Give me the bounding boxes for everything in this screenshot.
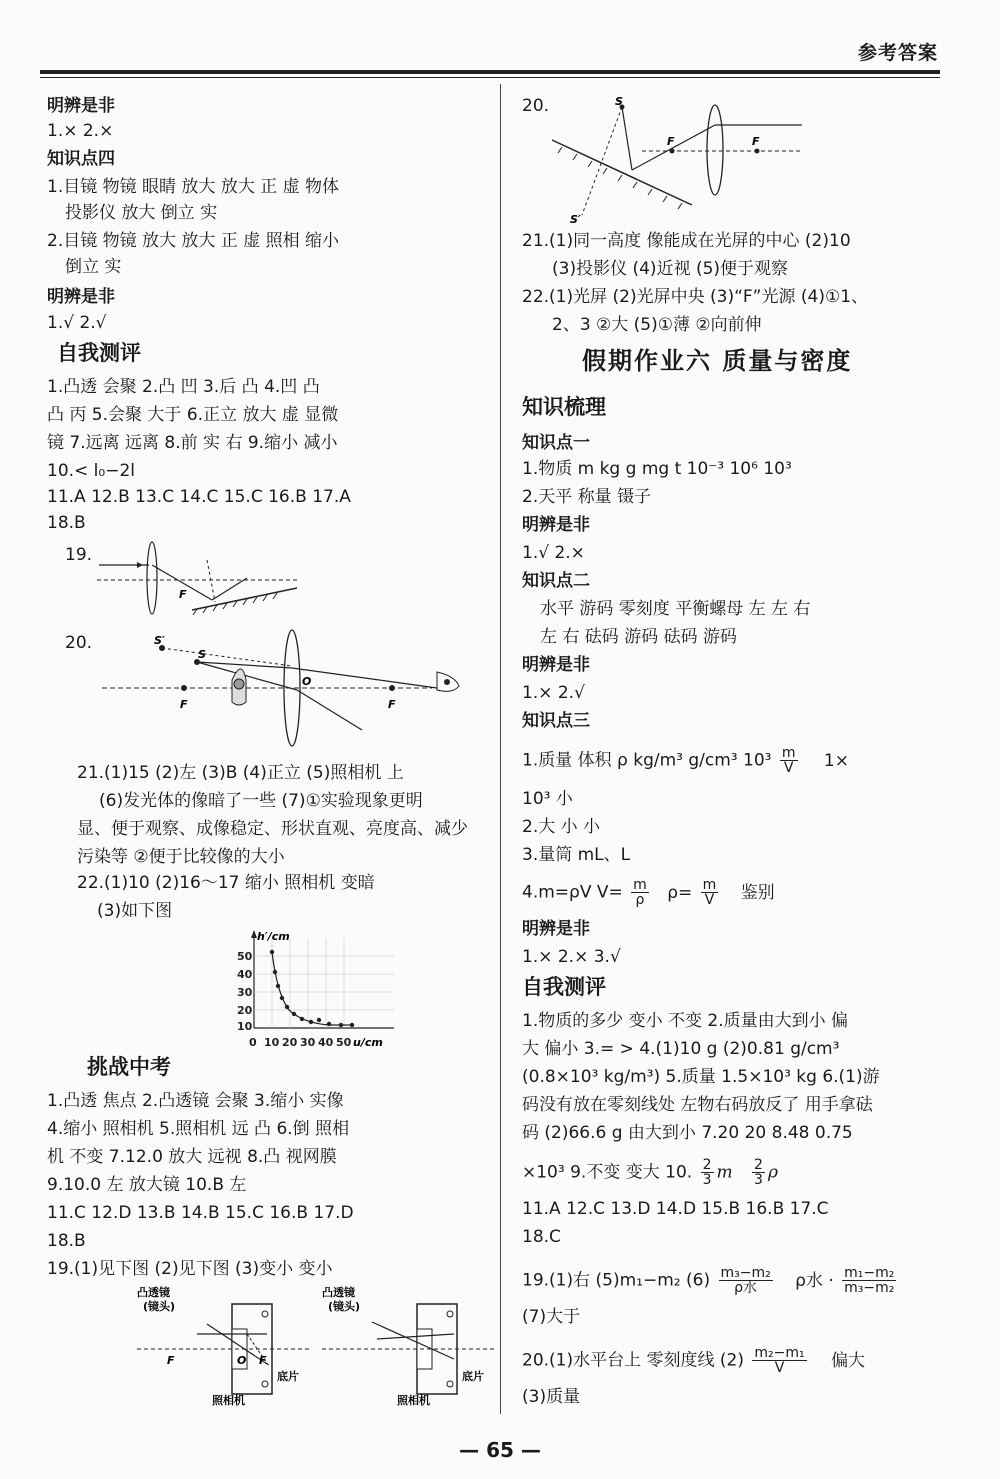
formula-a: 4.m=ρV V= [522,882,623,903]
figure-camera-1 [137,1284,317,1409]
answer-line: 10.< l₀−2l [47,461,136,481]
fig-image-label: S′ [570,213,581,226]
frac-den: ρ水 [734,1280,758,1296]
frac-num: m [781,745,796,761]
fig-focus-left: F [667,135,675,148]
camera2-lens-label-2: (镜头) [328,1300,361,1313]
section-label: 知识点三 [522,711,590,731]
frac-num: m₃−m₂ [720,1265,771,1281]
graph-xlabel: u/cm [353,1036,383,1049]
fig20-focus-left: F [180,698,188,711]
answer-line: 2.天平 称量 镊子 [522,487,652,507]
camera2-name-label: 照相机 [397,1394,430,1407]
section-heading: 自我测评 [57,341,141,365]
frac-den: ρ [635,892,645,908]
frac-den: 3 [702,1172,712,1188]
graph-ylabel: h′/cm [257,930,290,943]
section-label: 明辨是非 [47,96,115,116]
answer-line: 1.物质 m kg g mg t 10⁻³ 10⁶ 10³ [522,459,792,479]
answer-line: 11.C 12.D 13.B 14.B 15.C 16.B 17.D [47,1203,354,1223]
camera2-film-label: 底片 [462,1370,484,1383]
figure-camera-2 [322,1284,502,1409]
fraction-m-over-V [780,746,798,775]
frac-num: m₁−m₂ [844,1265,895,1281]
answer-line: 10³ 小 [522,789,573,809]
fraction-m3m2-rhow [719,1266,773,1295]
question-number: 20. [65,633,93,653]
camera-focus-label: F [167,1354,175,1367]
column-divider [500,84,501,1414]
answer-line: (7)大于 [522,1307,581,1327]
camera-lens-label: 凸透镜 [137,1286,170,1299]
answer-line: 21.(1)同一高度 像能成在光屏的中心 (2)10 [522,231,851,251]
answer-line: 1.物质的多少 变小 不变 2.质量由大到小 偏 [522,1011,849,1031]
kp3-line-b: 1× [823,750,849,771]
answer-line: 码 (2)66.6 g 由大到小 7.20 20 8.48 0.75 [522,1123,853,1143]
answer-line: 22.(1)光屏 (2)光屏中央 (3)“F”光源 (4)①1、 [522,287,869,307]
camera-film-label: 底片 [277,1370,299,1383]
section-label: 明辨是非 [522,655,590,675]
figure-20-lens-eye [102,630,442,755]
answer-20b: 偏大 [831,1350,866,1371]
camera-focus-label-2: F [259,1354,267,1367]
camera-center-label: O [237,1354,247,1367]
formula-b: ρ= [667,882,693,903]
answer-10b: m [716,1162,733,1183]
frac-den: V [783,760,794,776]
camera-lens-label-2: (镜头) [143,1300,176,1313]
fraction-2-3 [701,1158,714,1187]
answer-20a: 20.(1)水平台上 零刻度线 (2) [522,1350,745,1371]
svg-text:0: 0 [249,1036,257,1049]
answer-line: 污染等 ②便于比较像的大小 [77,847,285,867]
answer-line: 9.10.0 左 放大镜 10.B 左 [47,1175,247,1195]
answer-line: 1.凸透 焦点 2.凸透镜 会聚 3.缩小 实像 [47,1091,344,1111]
answer-line [522,1346,865,1375]
header-rule-thin [40,77,940,78]
fig20-source-label: S [198,648,206,661]
answer-line: 22.(1)10 (2)16～17 缩小 照相机 变暗 [77,873,375,893]
header-rule [40,70,940,74]
answer-line: 2.大 小 小 [522,817,601,837]
answer-line: 1.× 2.× [47,121,114,141]
answer-line: 机 不变 7.12.0 放大 远视 8.凸 视网膜 [47,1147,337,1167]
chapter-title: 假期作业六 质量与密度 [582,347,853,375]
answer-line [522,878,775,907]
svg-text:50: 50 [336,1036,352,1049]
answer-line: 镜 7.远离 远离 8.前 实 右 9.缩小 减小 [47,433,338,453]
fraction-2-3b [752,1158,765,1187]
answer-line: 2.目镜 物镜 放大 放大 正 虚 照相 缩小 [47,231,340,251]
answer-line [522,1158,778,1187]
answer-10a: ×10³ 9.不变 变大 10. [522,1162,693,1183]
fig19-focus-label: F [179,588,187,601]
answer-line: 21.(1)15 (2)左 (3)B (4)正立 (5)照相机 上 [77,763,404,783]
answer-line: (3)如下图 [97,901,173,921]
section-heading: 自我测评 [522,975,606,999]
section-label: 知识点一 [522,433,590,453]
section-heading: 知识梳理 [522,395,606,419]
svg-text:50: 50 [237,950,253,963]
frac-den: 3 [754,1172,763,1188]
frac-den: V [704,892,715,908]
fraction-m-over-rho [631,878,649,907]
frac-num: m [702,877,717,893]
answer-line: 3.量筒 mL、L [522,845,631,865]
answer-line: 18.C [522,1227,561,1247]
answer-19a: 19.(1)右 (5)m₁−m₂ (6) [522,1270,711,1291]
fraction-m1m2-m3m2 [842,1266,896,1295]
answer-line: (6)发光体的像暗了一些 (7)①实验现象更明 [99,791,423,811]
answer-line: 1.目镜 物镜 眼睛 放大 放大 正 虚 物体 [47,177,340,197]
svg-text:20: 20 [282,1036,298,1049]
fig20-center-label: O [302,675,312,688]
question-number: 20. [522,96,550,116]
frac-num: 2 [702,1157,712,1173]
frac-num: m₂−m₁ [754,1345,805,1361]
answer-line: 水平 游码 零刻度 平衡螺母 左 左 右 [540,599,811,619]
answer-line: 11.A 12.B 13.C 14.C 15.C 16.B 17.A [47,487,351,507]
formula-c: 鉴别 [740,882,775,903]
svg-text:10: 10 [237,1020,253,1033]
figure-19-lens-mirror [97,540,357,620]
svg-text:30: 30 [237,986,253,999]
answer-line: (3)投影仪 (4)近视 (5)便于观察 [552,259,789,279]
kp3-line-a: 1.质量 体积 ρ kg/m³ g/cm³ 10³ [522,750,772,771]
answer-line: (0.8×10³ kg/m³) 5.质量 1.5×10³ kg 6.(1)游 [522,1067,880,1087]
frac-num: m [633,877,647,893]
svg-text:30: 30 [300,1036,316,1049]
camera2-lens-label: 凸透镜 [322,1286,355,1299]
answer-line: 显、便于观察、成像稳定、形状直观、亮度高、减少 [77,819,468,839]
answer-line: 18.B [47,513,86,533]
answer-line: 凸 丙 5.会聚 大于 6.正立 放大 虚 显微 [47,405,339,425]
answer-line: 1.√ 2.√ [47,313,107,333]
answer-line: 1.凸透 会聚 2.凸 凹 3.后 凸 4.凹 凸 [47,377,320,397]
answer-line: 2、3 ②大 (5)①薄 ②向前伸 [552,315,762,335]
svg-text:40: 40 [318,1036,334,1049]
answer-line: 19.(1)见下图 (2)见下图 (3)变小 变小 [47,1259,333,1279]
fraction-m-over-V-2 [701,878,719,907]
answer-line [522,1266,899,1295]
answer-line: 1.× 2.√ [522,683,585,703]
answer-line: (3)质量 [522,1387,581,1407]
figure-20-mirror-lens [552,95,832,225]
section-label: 明辨是非 [522,515,590,535]
section-label: 明辨是非 [47,287,115,307]
answer-line: 1.√ 2.× [522,543,585,563]
header-title: 参考答案 [857,42,938,64]
answer-line: 大 偏小 3.= > 4.(1)10 g (2)0.81 g/cm³ [522,1039,840,1059]
frac-den: V [774,1360,785,1376]
fig-focus-right: F [752,135,760,148]
answer-line: 投影仪 放大 倒立 实 [65,203,218,223]
answer-line: 1.× 2.× 3.√ [522,947,621,967]
answer-10c: ρ [767,1162,778,1183]
svg-text:40: 40 [237,968,253,981]
answer-line: 18.B [47,1231,86,1251]
fig20-image-label: S′ [154,634,165,647]
answer-line: 4.缩小 照相机 5.照相机 远 凸 6.倒 照相 [47,1119,350,1139]
graph-h-vs-u [219,928,439,1050]
svg-text:20: 20 [237,1004,253,1017]
page-number-value: 65 [486,1438,514,1462]
frac-den: m₃−m₂ [844,1280,895,1296]
answer-line: 11.A 12.C 13.D 14.D 15.B 16.B 17.C [522,1199,829,1219]
answer-19b: ρ水 · [795,1270,834,1291]
section-label: 知识点二 [522,571,590,591]
section-label: 知识点四 [47,149,115,169]
answer-line [522,746,849,775]
answer-line: 码没有放在零刻线处 左物右码放反了 用手拿砝 [522,1095,873,1115]
question-number: 19. [65,545,93,565]
page-number: — 65 — [459,1438,541,1462]
section-label: 明辨是非 [522,919,590,939]
fig-source-label: S [615,95,623,108]
frac-num: 2 [754,1157,763,1173]
fig20-focus-right: F [388,698,396,711]
answer-line: 倒立 实 [65,257,122,277]
fraction-m2m1-V [752,1346,806,1375]
camera-name-label: 照相机 [212,1394,245,1407]
svg-text:10: 10 [264,1036,280,1049]
answer-line: 左 右 砝码 游码 砝码 游码 [540,627,738,647]
section-heading: 挑战中考 [87,1055,171,1079]
